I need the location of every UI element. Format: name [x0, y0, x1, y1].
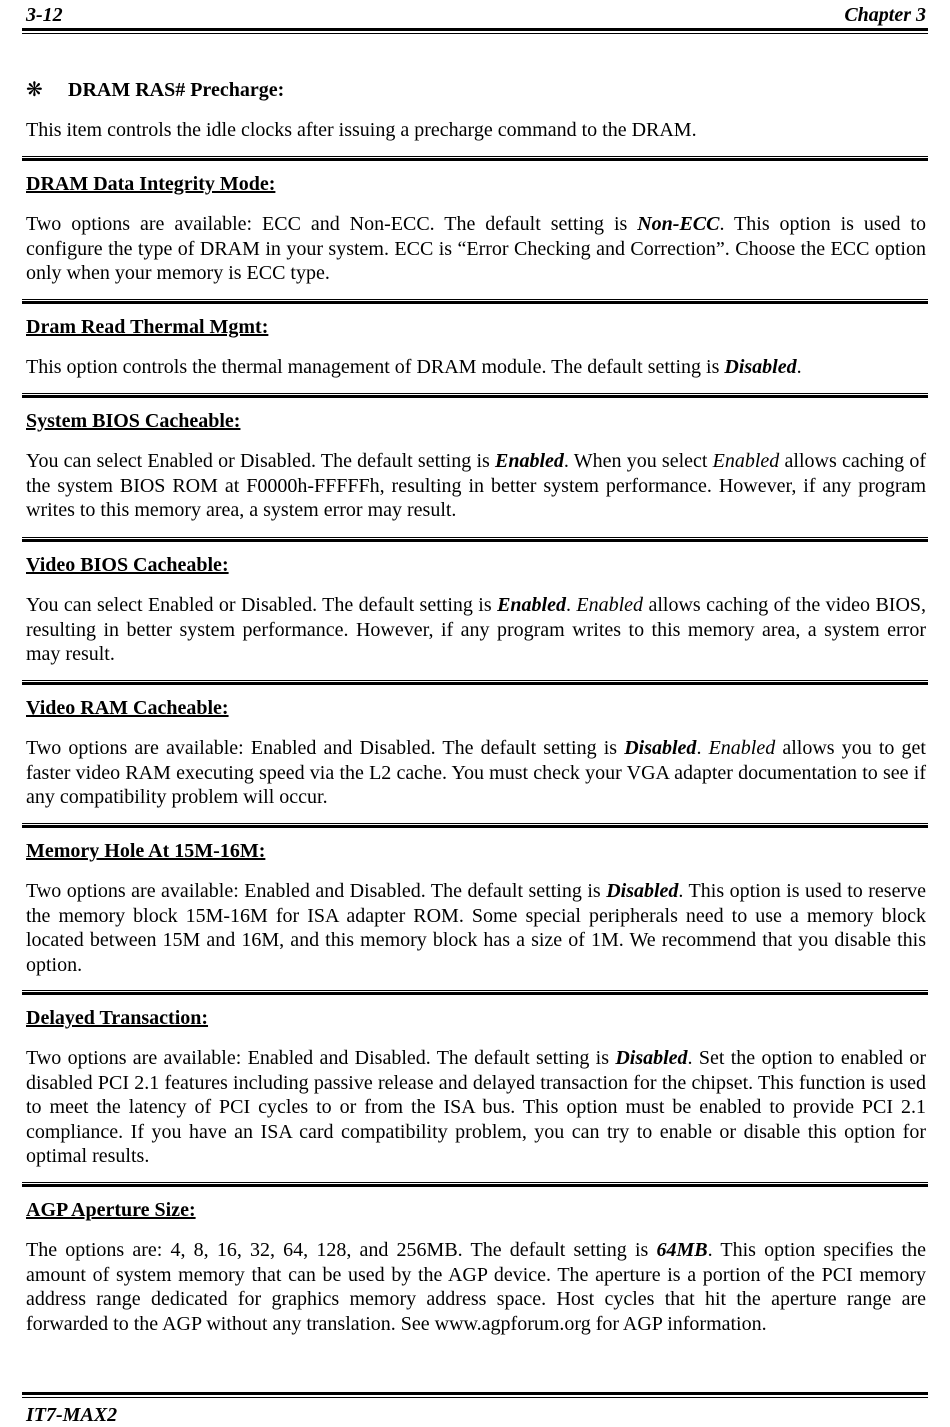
emphasis-text: Enabled: [712, 450, 780, 472]
default-value: Disabled: [615, 1047, 688, 1069]
section-video-ram-cacheable: [26, 696, 926, 810]
body-text: . This option is used to configure the type of DRAM in your system. ECC is “Error Checking and Correction”. Choose the ECC option only when your memory is ECC type.: [26, 213, 926, 284]
chapter-label: Chapter 3: [844, 4, 926, 26]
section-body: [26, 355, 926, 380]
default-value: Enabled: [497, 594, 566, 616]
emphasis-text: Enabled: [708, 737, 776, 759]
body-text: You can select Enabled or Disabled. The default setting is: [26, 450, 495, 472]
body-text: . This option specifies the amount of system memory that can be used by the AGP device. The aperture is a portion of the PCI memory address range dedicated for graphics memory address space. Host cycles that hit the aperture range are forwarded to the AGP without any translation. See www.agpforum.org for AGP information.: [26, 1239, 926, 1335]
section-title: Delayed Transaction:: [26, 1007, 209, 1029]
section-divider: [22, 393, 928, 398]
body-text: .: [696, 737, 709, 759]
section-divider: [22, 990, 928, 995]
body-text: . Set the option to enabled or disabled PCI 2.1 features including passive release and delayed transaction for the chipset. This function is used to meet the latency of PCI cycles to or from the ISA bus. This option must be enabled to provide PCI 2.1 compliance. If you have an ISA card compatibility problem, you can try to enable or disable this option for optimal results.: [26, 1047, 926, 1167]
section-video-bios-cacheable: [26, 553, 926, 667]
section-system-bios-cacheable: [26, 409, 926, 523]
body-text: Two options are available: ECC and Non-ECC. The default setting is: [26, 213, 638, 235]
product-name: IT7-MAX2: [26, 1404, 118, 1426]
section-dram-read-thermal: [26, 315, 926, 380]
section-divider: [22, 823, 928, 828]
body-text: You can select Enabled or Disabled. The default setting is: [26, 594, 498, 616]
default-value: 64MB: [656, 1239, 708, 1261]
section-divider: [22, 156, 928, 161]
section-body: [26, 118, 926, 143]
body-text: allows caching of the video BIOS, resulting in better system performance. However, if any program writes to this memory area, a system error may result.: [26, 594, 927, 665]
body-text: This item controls the idle clocks after issuing a precharge command to the DRAM.: [26, 119, 697, 141]
footer-rule: [22, 1392, 928, 1398]
default-value: Non-ECC: [637, 213, 720, 235]
section-body: [26, 212, 926, 286]
default-value: Disabled: [624, 737, 697, 759]
section-body: [26, 879, 926, 977]
body-text: . When you select: [563, 450, 713, 472]
section-divider: [22, 299, 928, 304]
body-text: .: [565, 594, 577, 616]
section-agp-aperture-size: [26, 1198, 926, 1336]
body-text: Two options are available: Enabled and Disabled. The default setting is: [26, 737, 625, 759]
section-body: [26, 449, 926, 523]
section-title: Video RAM Cacheable:: [26, 697, 229, 719]
body-text: Two options are available: Enabled and Disabled. The default setting is: [26, 1047, 616, 1069]
default-value: Disabled: [724, 356, 797, 378]
body-text: . This option is used to reserve the memory block 15M-16M for ISA adapter ROM. Some special peripherals need to use a memory block located between 15M and 16M, and this memory block has a size of 1M. We recommend that you disable this option.: [26, 880, 926, 976]
section-divider: [22, 537, 928, 542]
section-body: [26, 736, 926, 810]
section-body: [26, 593, 926, 667]
section-body: [26, 1238, 926, 1336]
section-title: System BIOS Cacheable:: [26, 410, 241, 432]
section-body: [26, 1046, 926, 1169]
snowflake-asterisk-icon: ❋: [26, 79, 43, 101]
body-text: allows you to get faster video RAM executing speed via the L2 cache. You must check your VGA adapter documentation to see if any compatibility problem will occur.: [26, 737, 926, 808]
section-title: Video BIOS Cacheable:: [26, 554, 229, 576]
section-title: AGP Aperture Size:: [26, 1199, 196, 1221]
body-text: allows caching of the system BIOS ROM at F0000h-FFFFFh, resulting in better system performance. However, if any program writes to this memory area, a system error may result.: [26, 450, 926, 521]
section-delayed-transaction: [26, 1006, 926, 1169]
default-value: Disabled: [606, 880, 679, 902]
section-title: Dram Read Thermal Mgmt:: [26, 316, 269, 338]
section-title: DRAM Data Integrity Mode:: [26, 173, 276, 195]
section-divider: [22, 680, 928, 685]
default-value: Enabled: [495, 450, 564, 472]
page-number: 3-12: [26, 4, 63, 26]
body-text: This option controls the thermal management of DRAM module. The default setting is: [26, 356, 725, 378]
body-text: .: [796, 356, 802, 378]
section-title: ❋ DRAM RAS# Precharge:: [26, 79, 285, 101]
section-dram-ras-precharge: [26, 78, 926, 143]
emphasis-text: Enabled: [576, 594, 644, 616]
body-text: The options are: 4, 8, 16, 32, 64, 128, and 256MB. The default setting is: [26, 1239, 657, 1261]
header-rule: [22, 28, 928, 34]
body-text: Two options are available: Enabled and Disabled. The default setting is: [26, 880, 607, 902]
section-divider: [22, 1182, 928, 1187]
section-dram-data-integrity: [26, 172, 926, 286]
section-title: Memory Hole At 15M-16M:: [26, 840, 266, 862]
section-memory-hole: [26, 839, 926, 977]
